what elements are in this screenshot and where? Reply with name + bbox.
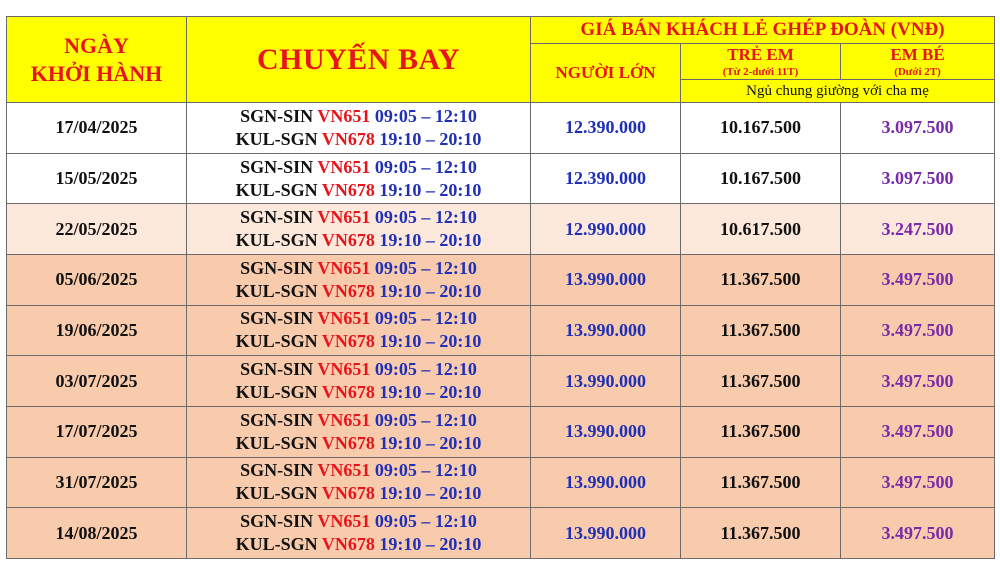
header-departure-date-line2: KHỞI HÀNH bbox=[30, 60, 163, 86]
inbound-flight bbox=[187, 229, 530, 252]
child-price-cell: 11.367.500 bbox=[681, 406, 841, 457]
outbound-flight bbox=[187, 206, 530, 229]
outbound-flight bbox=[187, 257, 530, 280]
header-row-1 bbox=[7, 17, 995, 44]
child-price-cell: 11.367.500 bbox=[681, 508, 841, 559]
departure-date-cell: 14/08/2025 bbox=[7, 508, 187, 559]
header-infant-label: EM BÉ bbox=[890, 44, 945, 64]
inbound-route: KUL-SGN bbox=[235, 230, 318, 251]
inbound-flight-code: VN678 bbox=[321, 331, 375, 352]
outbound-flight-code: VN651 bbox=[317, 511, 371, 532]
inbound-route: KUL-SGN bbox=[235, 534, 318, 555]
outbound-flight-time: 09:05 – 12:10 bbox=[374, 359, 477, 380]
outbound-flight-time: 09:05 – 12:10 bbox=[374, 308, 477, 329]
header-child-note: (Từ 2-dưới 11T) bbox=[722, 65, 799, 78]
outbound-flight-time: 09:05 – 12:10 bbox=[374, 511, 477, 532]
outbound-flight-time: 09:05 – 12:10 bbox=[374, 156, 477, 177]
outbound-flight-code: VN651 bbox=[317, 308, 371, 329]
infant-price-cell: 3.497.500 bbox=[841, 305, 995, 356]
child-price-cell: 11.367.500 bbox=[681, 356, 841, 407]
child-price-cell: 10.167.500 bbox=[681, 153, 841, 204]
outbound-flight-code: VN651 bbox=[317, 207, 371, 228]
departure-date-cell: 03/07/2025 bbox=[7, 356, 187, 407]
inbound-flight-code: VN678 bbox=[321, 432, 375, 453]
inbound-flight-code: VN678 bbox=[321, 179, 375, 200]
outbound-flight-code: VN651 bbox=[317, 257, 371, 278]
outbound-route: SGN-SIN bbox=[240, 511, 314, 532]
departure-date-cell: 05/06/2025 bbox=[7, 255, 187, 306]
outbound-flight bbox=[187, 409, 530, 432]
inbound-flight-time: 19:10 – 20:10 bbox=[379, 128, 482, 149]
outbound-flight bbox=[187, 510, 530, 533]
outbound-flight-time: 09:05 – 12:10 bbox=[374, 460, 477, 481]
table-body bbox=[7, 17, 995, 103]
flight-cell bbox=[187, 508, 531, 559]
flight-cell bbox=[187, 305, 531, 356]
inbound-flight-time: 19:10 – 20:10 bbox=[379, 432, 482, 453]
infant-price-cell: 3.097.500 bbox=[841, 153, 995, 204]
departure-date-cell: 17/04/2025 bbox=[7, 103, 187, 154]
adult-price-cell: 12.390.000 bbox=[531, 103, 681, 154]
inbound-flight-code: VN678 bbox=[321, 128, 375, 149]
table-row bbox=[7, 457, 995, 508]
table-row bbox=[7, 406, 995, 457]
outbound-flight-code: VN651 bbox=[317, 105, 371, 126]
inbound-flight-code: VN678 bbox=[321, 280, 375, 301]
flight-cell bbox=[187, 103, 531, 154]
inbound-route: KUL-SGN bbox=[235, 128, 318, 149]
adult-price-cell: 13.990.000 bbox=[531, 255, 681, 306]
adult-price-cell: 13.990.000 bbox=[531, 457, 681, 508]
inbound-flight bbox=[187, 482, 530, 505]
header-adult: NGƯỜI LỚN bbox=[531, 44, 681, 103]
adult-price-cell: 13.990.000 bbox=[531, 356, 681, 407]
flight-cell bbox=[187, 255, 531, 306]
infant-price-cell: 3.097.500 bbox=[841, 103, 995, 154]
child-price-cell: 10.167.500 bbox=[681, 103, 841, 154]
outbound-route: SGN-SIN bbox=[240, 207, 314, 228]
schedule-rows bbox=[7, 103, 995, 559]
outbound-flight-code: VN651 bbox=[317, 409, 371, 430]
table-row bbox=[7, 356, 995, 407]
inbound-flight-code: VN678 bbox=[321, 534, 375, 555]
inbound-flight bbox=[187, 179, 530, 202]
header-child-label: TRẺ EM bbox=[727, 44, 794, 64]
infant-price-cell: 3.497.500 bbox=[841, 457, 995, 508]
inbound-route: KUL-SGN bbox=[235, 382, 318, 403]
inbound-route: KUL-SGN bbox=[235, 331, 318, 352]
inbound-flight-time: 19:10 – 20:10 bbox=[379, 179, 482, 200]
departure-date-cell: 22/05/2025 bbox=[7, 204, 187, 255]
inbound-flight-code: VN678 bbox=[321, 483, 375, 504]
inbound-flight-time: 19:10 – 20:10 bbox=[379, 331, 482, 352]
outbound-flight bbox=[187, 459, 530, 482]
adult-price-cell: 13.990.000 bbox=[531, 508, 681, 559]
header-shared-bed-note: Ngủ chung giường với cha mẹ bbox=[681, 80, 995, 103]
outbound-route: SGN-SIN bbox=[240, 156, 314, 177]
infant-price-cell: 3.247.500 bbox=[841, 204, 995, 255]
flight-cell bbox=[187, 457, 531, 508]
inbound-flight-code: VN678 bbox=[321, 230, 375, 251]
outbound-flight-time: 09:05 – 12:10 bbox=[374, 409, 477, 430]
flight-cell bbox=[187, 406, 531, 457]
inbound-flight-time: 19:10 – 20:10 bbox=[379, 534, 482, 555]
outbound-flight-code: VN651 bbox=[317, 359, 371, 380]
header-flight: CHUYẾN BAY bbox=[187, 17, 531, 103]
table-row bbox=[7, 508, 995, 559]
outbound-route: SGN-SIN bbox=[240, 105, 314, 126]
flight-cell bbox=[187, 356, 531, 407]
flight-cell bbox=[187, 204, 531, 255]
departure-date-cell: 31/07/2025 bbox=[7, 457, 187, 508]
table-row bbox=[7, 204, 995, 255]
inbound-flight bbox=[187, 330, 530, 353]
outbound-flight bbox=[187, 156, 530, 179]
departure-date-cell: 17/07/2025 bbox=[7, 406, 187, 457]
table-row bbox=[7, 153, 995, 204]
outbound-flight bbox=[187, 307, 530, 330]
adult-price-cell: 13.990.000 bbox=[531, 406, 681, 457]
departure-date-cell: 15/05/2025 bbox=[7, 153, 187, 204]
table-row bbox=[7, 305, 995, 356]
table-row bbox=[7, 255, 995, 306]
infant-price-cell: 3.497.500 bbox=[841, 406, 995, 457]
outbound-flight-code: VN651 bbox=[317, 156, 371, 177]
outbound-route: SGN-SIN bbox=[240, 460, 314, 481]
departure-date-cell: 19/06/2025 bbox=[7, 305, 187, 356]
outbound-route: SGN-SIN bbox=[240, 308, 314, 329]
outbound-flight-time: 09:05 – 12:10 bbox=[374, 257, 477, 278]
outbound-flight-time: 09:05 – 12:10 bbox=[374, 105, 477, 126]
outbound-flight bbox=[187, 105, 530, 128]
inbound-flight-time: 19:10 – 20:10 bbox=[379, 382, 482, 403]
table-row bbox=[7, 103, 995, 154]
child-price-cell: 10.617.500 bbox=[681, 204, 841, 255]
outbound-flight-time: 09:05 – 12:10 bbox=[374, 207, 477, 228]
inbound-route: KUL-SGN bbox=[235, 483, 318, 504]
inbound-flight-code: VN678 bbox=[321, 382, 375, 403]
inbound-flight-time: 19:10 – 20:10 bbox=[379, 483, 482, 504]
header-price-group: GIÁ BÁN KHÁCH LẺ GHÉP ĐOÀN (VNĐ) bbox=[531, 17, 995, 44]
infant-price-cell: 3.497.500 bbox=[841, 508, 995, 559]
child-price-cell: 11.367.500 bbox=[681, 305, 841, 356]
outbound-flight-code: VN651 bbox=[317, 460, 371, 481]
flight-cell bbox=[187, 153, 531, 204]
inbound-flight-time: 19:10 – 20:10 bbox=[379, 230, 482, 251]
inbound-flight bbox=[187, 128, 530, 151]
header-infant bbox=[841, 44, 995, 80]
inbound-route: KUL-SGN bbox=[235, 280, 318, 301]
inbound-flight-time: 19:10 – 20:10 bbox=[379, 280, 482, 301]
header-child bbox=[681, 44, 841, 80]
header-departure-date-line1: NGÀY bbox=[64, 32, 129, 58]
price-schedule-table bbox=[6, 16, 995, 559]
inbound-route: KUL-SGN bbox=[235, 179, 318, 200]
adult-price-cell: 13.990.000 bbox=[531, 305, 681, 356]
outbound-route: SGN-SIN bbox=[240, 257, 314, 278]
infant-price-cell: 3.497.500 bbox=[841, 356, 995, 407]
adult-price-cell: 12.390.000 bbox=[531, 153, 681, 204]
inbound-flight bbox=[187, 432, 530, 455]
infant-price-cell: 3.497.500 bbox=[841, 255, 995, 306]
header-departure-date bbox=[7, 17, 187, 103]
child-price-cell: 11.367.500 bbox=[681, 457, 841, 508]
outbound-route: SGN-SIN bbox=[240, 409, 314, 430]
outbound-flight bbox=[187, 358, 530, 381]
header-infant-note: (Dưới 2T) bbox=[894, 65, 941, 78]
inbound-flight bbox=[187, 381, 530, 404]
adult-price-cell: 12.990.000 bbox=[531, 204, 681, 255]
inbound-flight bbox=[187, 280, 530, 303]
inbound-flight bbox=[187, 533, 530, 556]
child-price-cell: 11.367.500 bbox=[681, 255, 841, 306]
outbound-route: SGN-SIN bbox=[240, 359, 314, 380]
inbound-route: KUL-SGN bbox=[235, 432, 318, 453]
